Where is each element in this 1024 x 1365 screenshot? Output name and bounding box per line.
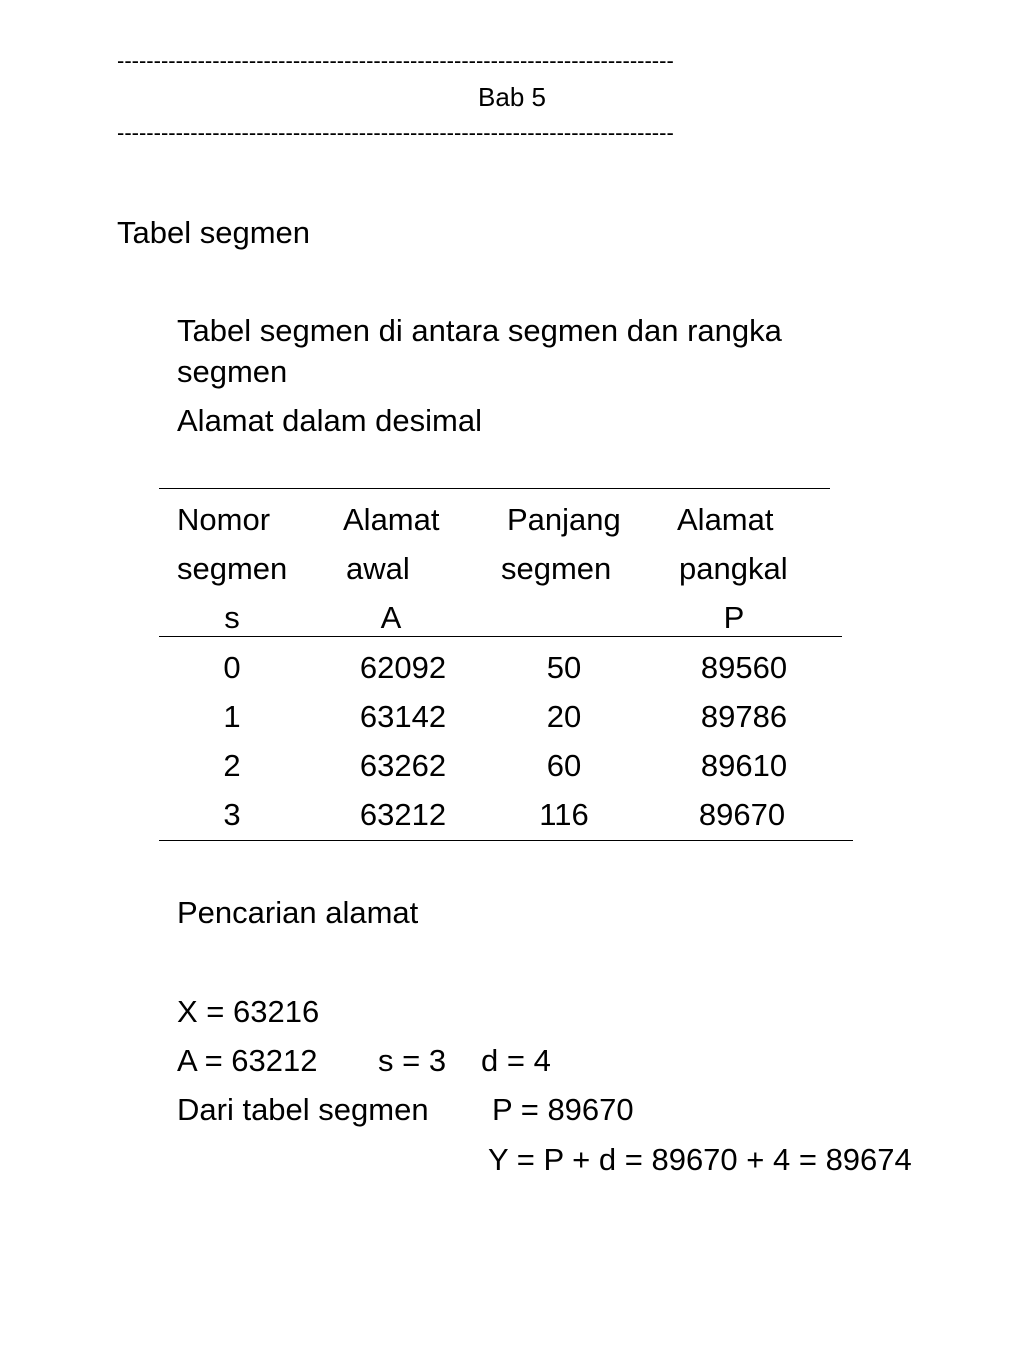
header-col1-line3: s [224, 600, 240, 635]
from-table-label: Dari tabel segmen [177, 1092, 429, 1127]
header-col4-line1: Alamat [677, 502, 774, 537]
row4-base-address: 89670 [698, 797, 786, 832]
row1-base-address: 89560 [700, 650, 788, 685]
row2-segment: 1 [223, 699, 241, 734]
row4-start-address: 63212 [359, 797, 447, 832]
intro-line-1: Tabel segmen di antara segmen dan rangka [177, 313, 782, 348]
row4-segment: 3 [223, 797, 241, 832]
row2-base-address: 89786 [700, 699, 788, 734]
row3-base-address: 89610 [700, 748, 788, 783]
header-col1-line1: Nomor [177, 502, 271, 537]
row2-length: 20 [546, 699, 582, 734]
header-col3-line2: segmen [501, 551, 612, 586]
p-value: P = 89670 [492, 1092, 634, 1127]
table-top-rule [159, 488, 830, 489]
header-col2-line2: awal [346, 551, 410, 586]
header-col1-line2: segmen [177, 551, 288, 586]
row1-start-address: 62092 [359, 650, 447, 685]
search-title: Pencarian alamat [177, 895, 419, 930]
top-dash-rule: ---------------------------------------------------------------------------- [117, 48, 674, 73]
header-col2-line1: Alamat [343, 502, 440, 537]
row1-segment: 0 [223, 650, 241, 685]
section-title: Tabel segmen [117, 215, 311, 250]
row3-length: 60 [546, 748, 582, 783]
row4-length: 116 [539, 797, 589, 832]
intro-line-3: Alamat dalam desimal [177, 403, 482, 438]
row1-length: 50 [546, 650, 582, 685]
header-col4-line3: P [723, 600, 745, 635]
bottom-dash-rule: ---------------------------------------------------------------------------- [117, 120, 674, 145]
s-value: s = 3 [378, 1043, 447, 1078]
header-col3-line1: Panjang [507, 502, 621, 537]
row2-start-address: 63142 [359, 699, 447, 734]
y-result: Y = P + d = 89670 + 4 = 89674 [488, 1142, 912, 1177]
header-col4-line2: pangkal [679, 551, 788, 586]
header-col2-line3: A [380, 600, 402, 635]
x-value: X = 63216 [177, 994, 320, 1029]
a-value: A = 63212 [177, 1043, 318, 1078]
d-value: d = 4 [481, 1043, 551, 1078]
row3-segment: 2 [223, 748, 241, 783]
table-bottom-rule [159, 840, 853, 841]
row3-start-address: 63262 [359, 748, 447, 783]
chapter-label: Bab 5 [478, 82, 546, 112]
intro-line-2: segmen [177, 354, 288, 389]
table-header-rule [159, 636, 842, 637]
